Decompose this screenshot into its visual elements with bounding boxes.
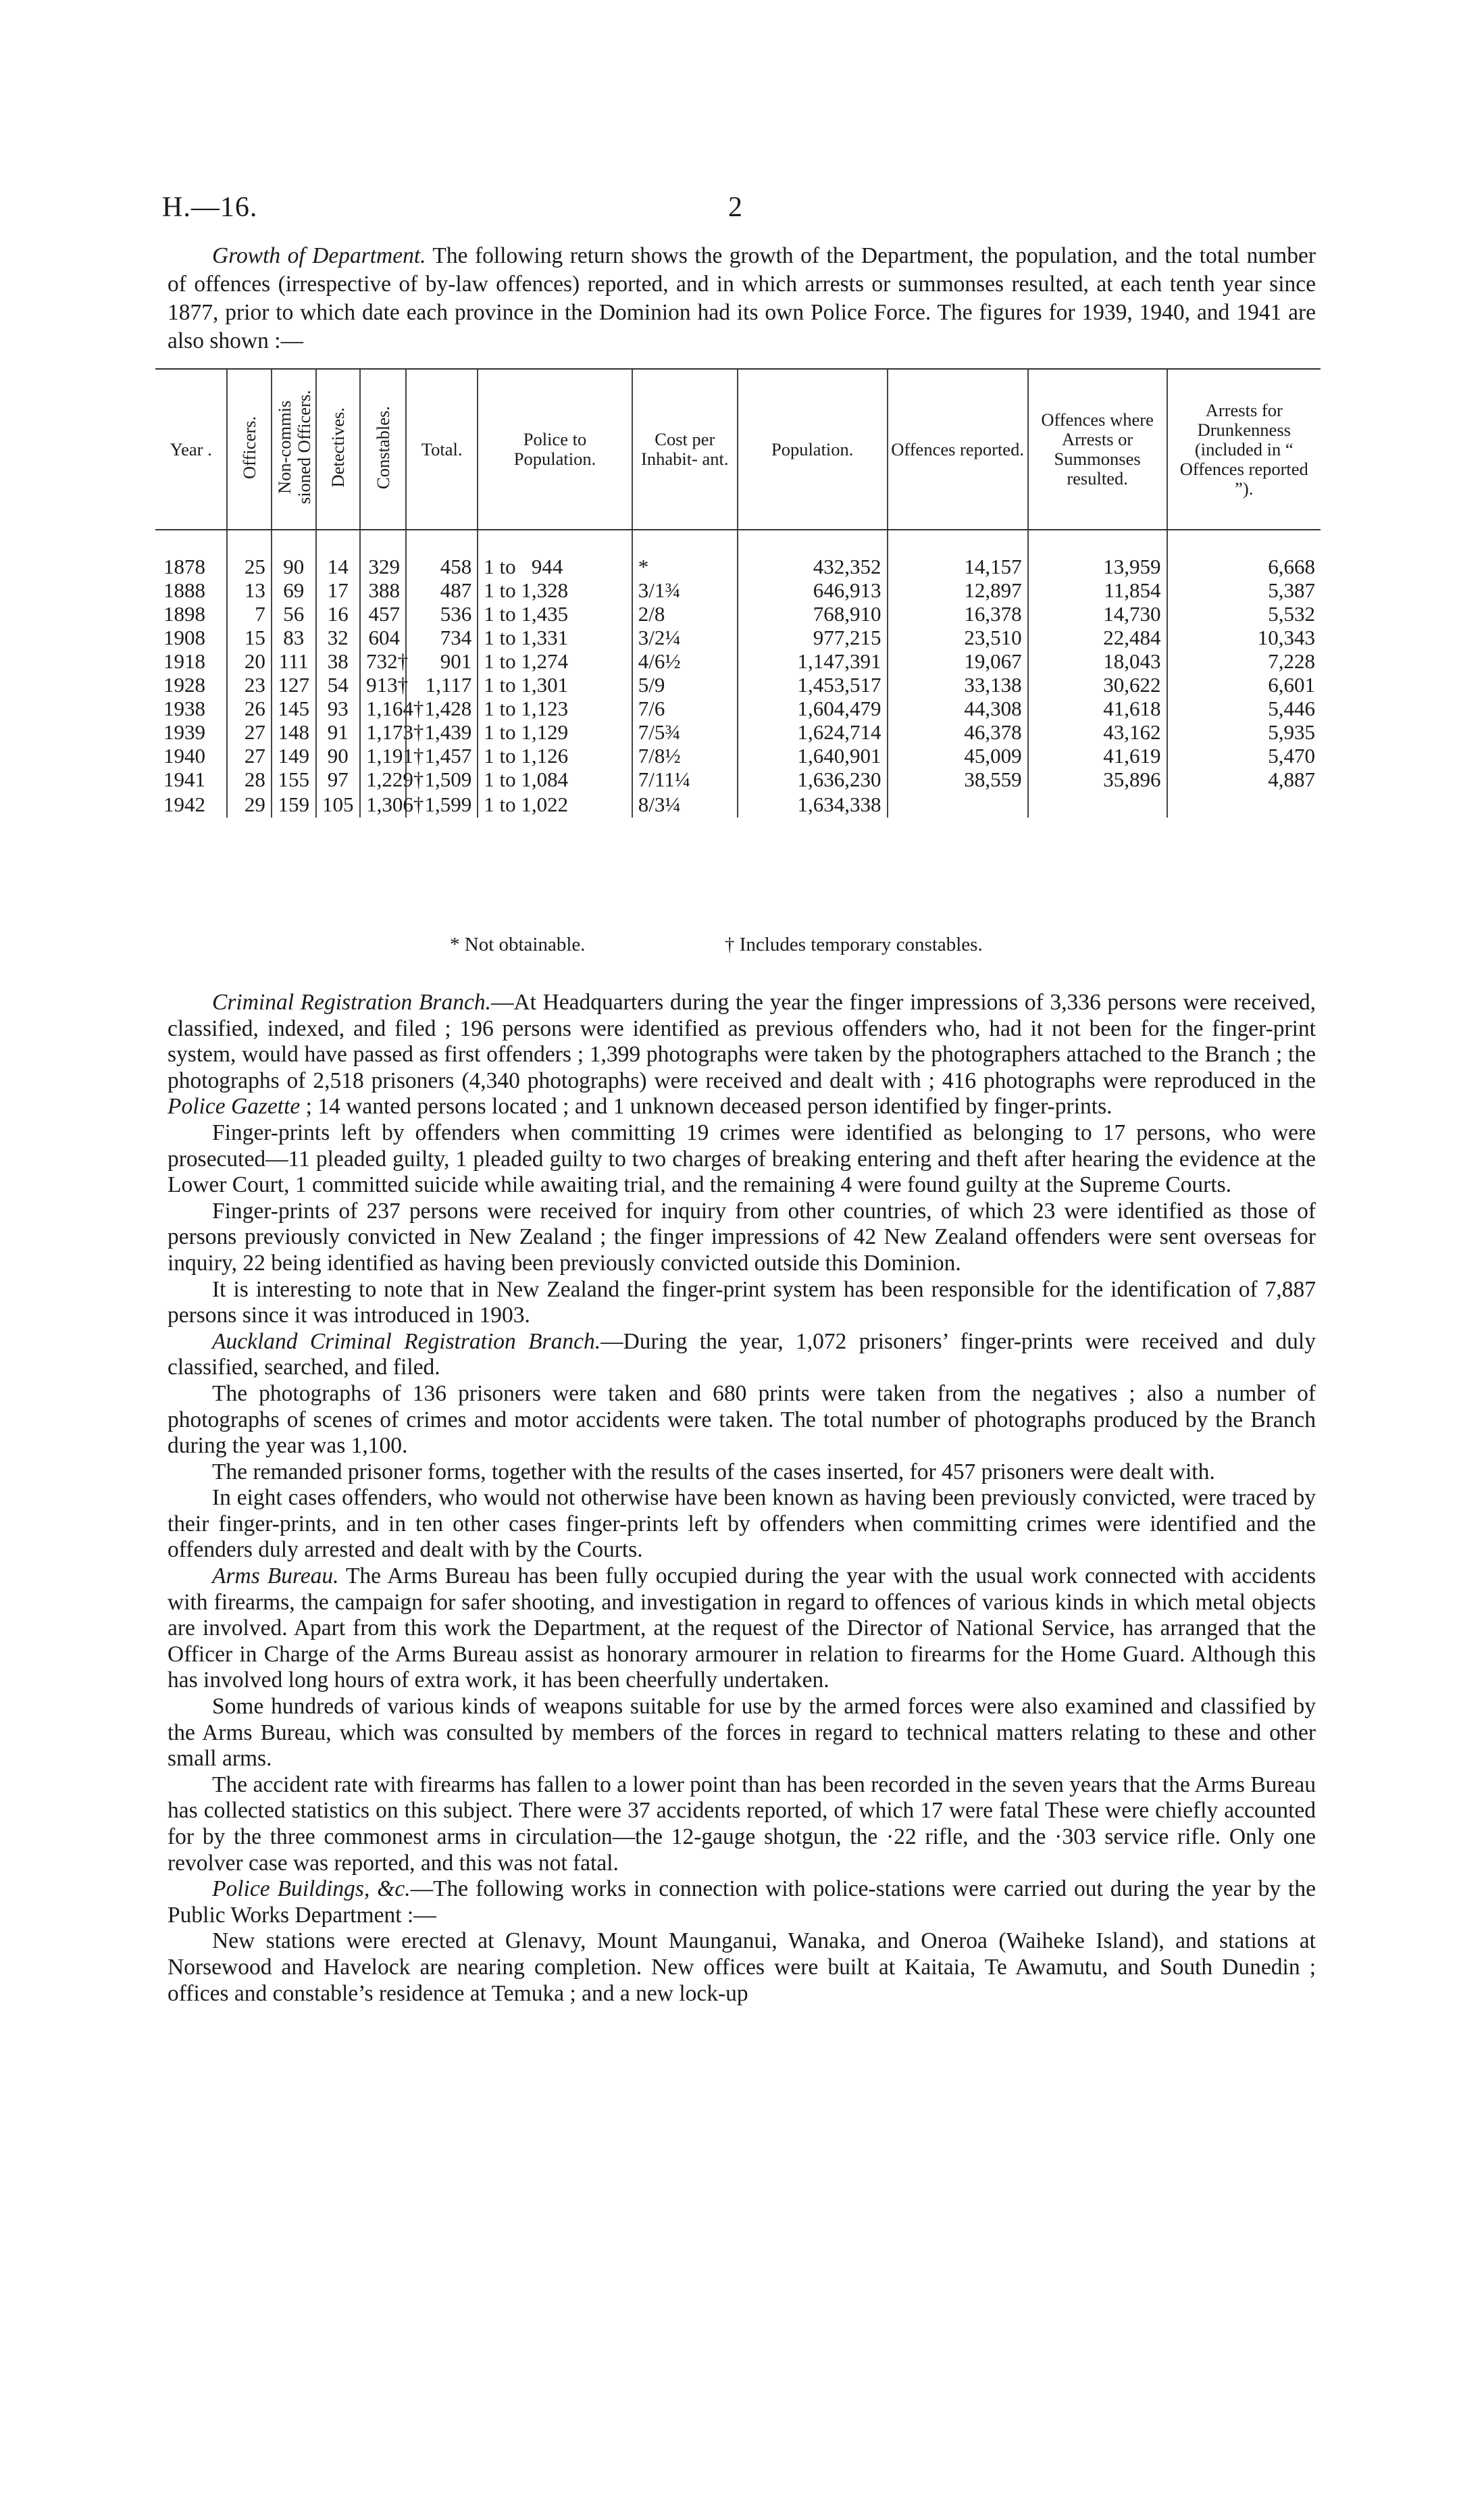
table-cell: 1 to 1,331	[478, 626, 632, 649]
table-cell: 329	[360, 555, 406, 578]
paragraph-text: The accident rate with firearms has fallen to a lower point than has been recorded in the seven years that the Arms Bureau has collected statistics on this subject. There were 37 accidents reported, of which 17 were fatal These were chiefly accounted for by the three commonest arms in circulation—the 12-gauge shotgun, the ·22 rifle, and the ·303 service rifle. Only one revolver case was reported, and this was not fatal.	[168, 1772, 1316, 1876]
col-constables: Constables.	[360, 369, 406, 530]
paragraph-text: —During the year, 1,072 prisoners’ finger-prints were received and duly classified, searched, and filed.	[168, 1328, 1316, 1380]
table-cell: 3/1¾	[632, 578, 738, 602]
growth-table	[155, 368, 1321, 818]
table-cell: 6,601	[1167, 673, 1321, 697]
table-cell: 46,378	[888, 720, 1028, 744]
table-cell: 646,913	[738, 578, 888, 602]
col-cost-per-inhabitant: Cost per Inhabit- ant.	[632, 369, 738, 530]
body-paragraph	[168, 1381, 1316, 1459]
table-cell: 4,887	[1167, 768, 1321, 791]
body-paragraph	[168, 1876, 1316, 1928]
table-cell: 1942	[163, 793, 205, 816]
table-cell: 14,730	[1028, 602, 1167, 626]
table-cell: 15	[227, 626, 272, 649]
intro-heading: Growth of Department.	[212, 243, 426, 268]
body-paragraph	[168, 1694, 1316, 1772]
section-heading: Arms Bureau.	[212, 1563, 339, 1589]
table-cell: 2/8	[632, 602, 738, 626]
table-cell: 1 to 1,126	[478, 744, 632, 768]
table-cell: 977,215	[738, 626, 888, 649]
paragraph-text: The remanded prisoner forms, together with the results of the cases inserted, for 457 prisoners were dealt with.	[212, 1459, 1215, 1484]
table-cell: 159	[272, 791, 316, 818]
table-cell: 768,910	[738, 602, 888, 626]
col-arrests-summonses: Offences where Arrests or Summonses resulted.	[1028, 369, 1167, 530]
page-number: 2	[728, 192, 743, 223]
table-cell: 1,191†	[360, 744, 406, 768]
table-row	[155, 697, 1321, 720]
section-heading: Police Buildings, &c.	[212, 1876, 411, 1902]
body-paragraph	[168, 990, 1316, 1120]
intro-text: The following return shows the growth of the Department, the population, and the total number of offences (irrespective of by-law offences) reported, and in which arrests or summonses resulted, at each tenth year since 1877, prior to which date each province in the Dominion had its own Police Force. The figures for 1939, 1940, and 1941 are also shown :—	[168, 243, 1316, 353]
table-cell: 1939	[163, 720, 205, 744]
table-cell: *	[632, 555, 738, 578]
table-cell: 93	[316, 697, 361, 720]
table-cell: 7/8½	[632, 744, 738, 768]
table-cell: 155	[272, 768, 316, 791]
table-cell: 14	[316, 555, 361, 578]
table-cell: 536	[406, 602, 478, 626]
body-text	[168, 990, 1316, 2007]
table-cell: 7/6	[632, 697, 738, 720]
section-heading: Criminal Registration Branch.	[212, 990, 491, 1015]
table-cell: 56	[272, 602, 316, 626]
table-cell: 5,935	[1167, 720, 1321, 744]
table-cell: 1938	[163, 697, 205, 720]
paragraph-text: The Arms Bureau has been fully occupied during the year with the usual work connected with accidents with firearms, the campaign for safer shooting, and investigation in regard to offences of various kinds in which metal objects are involved. Apart from this work the Department, at the request of the Director of National Service, has arranged that the Officer in Charge of the Arms Bureau assist as honorary armourer in relation to firearms for the Home Guard. Although this has involved long hours of extra work, it has been cheerfully undertaken.	[168, 1563, 1316, 1693]
paragraph-text: New stations were erected at Glenavy, Mount Maunganui, Wanaka, and Oneroa (Waiheke Island), and stations at Norsewood and Havelock are nearing completion. New offices were built at Kaitaia, Te Awamutu, and South Dunedin ; offices and constable’s residence at Temuka ; and a new lock-up	[168, 1928, 1316, 2006]
col-drunkenness: Arrests for Drunkenness (included in “ Offences reported ”).	[1167, 369, 1321, 530]
table-cell: 69	[272, 578, 316, 602]
paragraph-text: Finger-prints of 237 persons were received for inquiry from other countries, of which 23 were identified as those of persons previously convicted in New Zealand ; the finger impressions of 42 New Zealand offenders were sent overseas for inquiry, 22 being identified as having been previously convicted outside this Dominion.	[168, 1198, 1316, 1276]
paragraph-text: Finger-prints left by offenders when committing 19 crimes were identified as belonging to 17 persons, who were prosecuted—11 pleaded guilty, 1 pleaded guilty to two charges of breaking entering and theft after hearing the evidence at the Lower Court, 1 committed suicide while awaiting trial, and the remaining 4 were found guilty at the Supreme Courts.	[168, 1120, 1316, 1198]
table-cell: 14,157	[888, 555, 1028, 578]
body-paragraph	[168, 1772, 1316, 1876]
col-detectives: Detectives.	[316, 369, 361, 530]
table-row	[155, 649, 1321, 673]
table-cell: 1,599	[406, 791, 478, 818]
table-cell: 1 to 1,328	[478, 578, 632, 602]
table-cell: 38,559	[888, 768, 1028, 791]
table-row	[155, 720, 1321, 744]
col-total: Total.	[406, 369, 478, 530]
col-officers: Officers.	[227, 369, 272, 530]
table-cell: 29	[227, 791, 272, 818]
paragraph-text: —The following works in connection with police-stations were carried out during the year by the Public Works Department :—	[168, 1876, 1316, 1928]
table-cell: 5,470	[1167, 744, 1321, 768]
table-cell: 12,897	[888, 578, 1028, 602]
table-cell: 32	[316, 626, 361, 649]
table-cell: 1941	[163, 768, 205, 791]
table-cell: 16	[316, 602, 361, 626]
table-cell: 457	[360, 602, 406, 626]
table-cell: 1,229†	[360, 768, 406, 791]
intro-paragraph	[168, 242, 1316, 355]
table-cell: 1,634,338	[738, 791, 888, 818]
table-cell: 27	[227, 744, 272, 768]
table-cell: 149	[272, 744, 316, 768]
table-row	[155, 673, 1321, 697]
table-cell: 45,009	[888, 744, 1028, 768]
body-paragraph	[168, 1459, 1316, 1486]
table-cell: 1,428	[406, 697, 478, 720]
table-cell: 5,532	[1167, 602, 1321, 626]
table-cell: 1,640,901	[738, 744, 888, 768]
footnote-temporary-constables: † Includes temporary constables.	[725, 934, 983, 955]
table-cell: 7	[227, 602, 272, 626]
table-cell: 1,117	[406, 673, 478, 697]
table-cell: 1,453,517	[738, 673, 888, 697]
table-cell: 44,308	[888, 697, 1028, 720]
table-cell: 1 to 1,274	[478, 649, 632, 673]
table-cell: 1928	[163, 673, 205, 697]
table-cell: 25	[227, 555, 272, 578]
body-paragraph	[168, 1928, 1316, 2007]
table-cell: 1908	[163, 626, 205, 649]
table-cell: 604	[360, 626, 406, 649]
table-cell: 1,164†	[360, 697, 406, 720]
table-cell: 41,619	[1028, 744, 1167, 768]
table-cell: 54	[316, 673, 361, 697]
table-header-row	[155, 369, 1321, 530]
table-cell: 432,352	[738, 555, 888, 578]
col-year: Year .	[155, 369, 227, 530]
table-cell: 1878	[163, 555, 205, 578]
table-cell: 1918	[163, 649, 205, 673]
table-cell: 1,624,714	[738, 720, 888, 744]
page-header	[162, 191, 1310, 232]
table-row	[155, 791, 1321, 818]
table-cell: 83	[272, 626, 316, 649]
table-cell: 17	[316, 578, 361, 602]
table-cell: 35,896	[1028, 768, 1167, 791]
table-cell: 388	[360, 578, 406, 602]
gazette-title: Police Gazette	[168, 1094, 301, 1120]
table-cell: 1,173†	[360, 720, 406, 744]
table-cell: 111	[272, 649, 316, 673]
table-cell: 23	[227, 673, 272, 697]
table-cell: 90	[316, 744, 361, 768]
paragraph-text: Some hundreds of various kinds of weapons suitable for use by the armed forces were also examined and classified by the Arms Bureau, which was consulted by members of the forces in regard to technical matters relating to these and other small arms.	[168, 1694, 1316, 1772]
paragraph-text: It is interesting to note that in New Zealand the finger-print system has been responsible for the identification of 7,887 persons since it was introduced in 1903.	[168, 1276, 1316, 1328]
table-cell: 18,043	[1028, 649, 1167, 673]
table-cell: 11,854	[1028, 578, 1167, 602]
table-cell	[1028, 791, 1167, 818]
table-cell: 487	[406, 578, 478, 602]
table-cell: 5,387	[1167, 578, 1321, 602]
body-paragraph	[168, 1277, 1316, 1329]
table-cell: 1,306†	[360, 791, 406, 818]
table-cell: 6,668	[1167, 555, 1321, 578]
table-cell: 145	[272, 697, 316, 720]
table-row	[155, 602, 1321, 626]
table-cell: 458	[406, 555, 478, 578]
table-cell: 5/9	[632, 673, 738, 697]
paragraph-text: —At Headquarters during the year the finger impressions of 3,336 persons were received, classified, indexed, and filed ; 196 persons were identified as previous offenders who, had it not been for the finger-print system, would have passed as first offenders ; 1,399 photographs were taken by the photographers attached to the Branch ; the photographs of 2,518 prisoners (4,340 photographs) were received and dealt with ; 416 photographs were reproduced in the	[168, 990, 1316, 1093]
table-cell: 90	[272, 555, 316, 578]
table-cell: 10,343	[1167, 626, 1321, 649]
table-cell: 5,446	[1167, 697, 1321, 720]
table-cell: 7,228	[1167, 649, 1321, 673]
table-cell: 26	[227, 697, 272, 720]
table-cell: 1 to 1,084	[478, 768, 632, 791]
table-cell: 1888	[163, 578, 205, 602]
table-cell: 23,510	[888, 626, 1028, 649]
table-cell: 1,509	[406, 768, 478, 791]
table-cell	[1167, 791, 1321, 818]
body-paragraph	[168, 1199, 1316, 1277]
table-row	[155, 555, 1321, 578]
table-cell: 1,604,479	[738, 697, 888, 720]
table-cell: 1 to 1,123	[478, 697, 632, 720]
table-cell: 127	[272, 673, 316, 697]
table-cell: 8/3¼	[632, 791, 738, 818]
section-heading: Auckland Criminal Registration Branch.	[212, 1328, 601, 1354]
col-nco: Non-commis sioned Officers.	[272, 369, 316, 530]
table-cell: 901	[406, 649, 478, 673]
body-paragraph	[168, 1120, 1316, 1199]
table-cell: 4/6½	[632, 649, 738, 673]
table-cell: 7/5¾	[632, 720, 738, 744]
table-cell: 1898	[163, 602, 205, 626]
table-cell: 1,457	[406, 744, 478, 768]
table-cell: 38	[316, 649, 361, 673]
table-cell	[888, 791, 1028, 818]
document-reference: H.—16.	[162, 192, 258, 223]
table-cell: 16,378	[888, 602, 1028, 626]
table-cell: 1 to 944	[478, 555, 632, 578]
table-cell: 1 to 1,129	[478, 720, 632, 744]
table-cell: 28	[227, 768, 272, 791]
table-cell: 1,636,230	[738, 768, 888, 791]
body-paragraph	[168, 1485, 1316, 1563]
table-row	[155, 768, 1321, 791]
table-cell: 1940	[163, 744, 205, 768]
table-cell: 13,959	[1028, 555, 1167, 578]
paragraph-text: In eight cases offenders, who would not otherwise have been known as having been previously convicted, were traced by their finger-prints, and in ten other cases finger-prints left by offenders when committing crimes were identified and the offenders duly arrested and dealt with by the Courts.	[168, 1485, 1316, 1563]
table-cell: 148	[272, 720, 316, 744]
body-paragraph	[168, 1563, 1316, 1694]
table-row	[155, 626, 1321, 649]
body-paragraph	[168, 1329, 1316, 1381]
paragraph-text-tail: ; 14 wanted persons located ; and 1 unknown deceased person identified by finger-prints.	[300, 1094, 1112, 1120]
col-offences-reported: Offences reported.	[888, 369, 1028, 530]
table-cell: 734	[406, 626, 478, 649]
table-cell: 1,439	[406, 720, 478, 744]
table-cell: 22,484	[1028, 626, 1167, 649]
table-cell: 913†	[360, 673, 406, 697]
table-cell: 30,622	[1028, 673, 1167, 697]
col-police-to-population: Police to Population.	[478, 369, 632, 530]
table-cell: 1 to 1,435	[478, 602, 632, 626]
footnote-not-obtainable: * Not obtainable.	[450, 934, 586, 955]
table-cell: 7/11¼	[632, 768, 738, 791]
table-cell: 105	[316, 791, 361, 818]
table-cell: 97	[316, 768, 361, 791]
col-population: Population.	[738, 369, 888, 530]
table-cell: 1,147,391	[738, 649, 888, 673]
table-cell: 33,138	[888, 673, 1028, 697]
table-spacer-row	[155, 530, 1321, 555]
table-row	[155, 578, 1321, 602]
table-cell: 91	[316, 720, 361, 744]
table-cell: 19,067	[888, 649, 1028, 673]
table-cell: 732†	[360, 649, 406, 673]
table-cell: 1 to 1,022	[478, 791, 632, 818]
table-cell: 43,162	[1028, 720, 1167, 744]
paragraph-text: The photographs of 136 prisoners were taken and 680 prints were taken from the negatives ; also a number of photographs of scenes of crimes and motor accidents were taken. The total number of photographs produced by the Branch during the year was 1,100.	[168, 1380, 1316, 1459]
table-cell: 20	[227, 649, 272, 673]
table-cell: 13	[227, 578, 272, 602]
table-cell: 27	[227, 720, 272, 744]
table-cell: 41,618	[1028, 697, 1167, 720]
table-row	[155, 744, 1321, 768]
table-cell: 3/2¼	[632, 626, 738, 649]
table-cell: 1 to 1,301	[478, 673, 632, 697]
